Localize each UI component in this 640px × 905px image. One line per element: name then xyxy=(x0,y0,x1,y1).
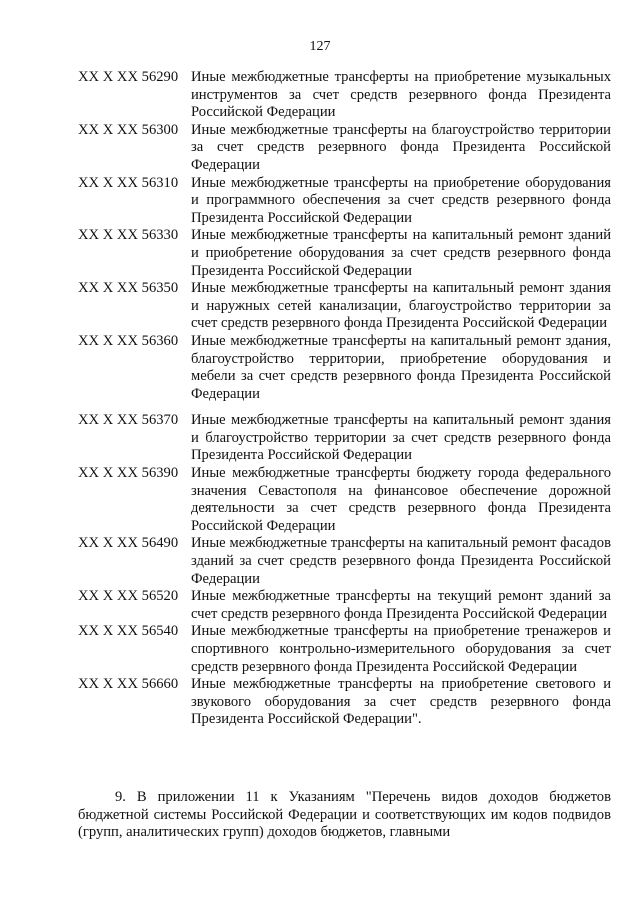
entry-description: Иные межбюджетные трансферты на капитальный ремонт здания и наружных сетей канализации, благоустройство территории за счет средств резервного фонда Президента Российской Федерации xyxy=(191,280,611,332)
entry-code: XX X XX 56660 xyxy=(78,676,179,693)
entry-description: Иные межбюджетные трансферты на капитальный ремонт фасадов зданий за счет средств резервного фонда Президента Российской Федерации xyxy=(191,535,611,587)
budget-code-entry xyxy=(78,227,611,280)
budget-code-list xyxy=(78,69,611,729)
entry-code: XX X XX 56540 xyxy=(78,623,179,640)
entry-code: XX X XX 56300 xyxy=(78,121,179,138)
entry-description: Иные межбюджетные трансферты на капитальный ремонт здания, благоустройство территории, приобретение оборудования и мебели за счет средств резервного фонда Президента Российской Федерации xyxy=(191,332,611,402)
entry-description: Иные межбюджетные трансферты на капитальный ремонт здания и благоустройство территории за счет средств резервного фонда Президента Российской Федерации xyxy=(191,412,611,464)
budget-code-entry xyxy=(78,535,611,588)
budget-code-entry xyxy=(78,623,611,676)
entry-code: XX X XX 56350 xyxy=(78,280,179,297)
budget-code-entry xyxy=(78,465,611,535)
budget-code-entry xyxy=(78,676,611,729)
entry-code: XX X XX 56330 xyxy=(78,227,179,244)
entry-code: XX X XX 56520 xyxy=(78,588,179,605)
budget-code-entry xyxy=(78,588,611,623)
entry-description: Иные межбюджетные трансферты бюджету города федерального значения Севастополя на финансовое обеспечение дорожной деятельности за счет средств резервного фонда Президента Российской Федерации xyxy=(191,465,611,534)
entry-description: Иные межбюджетные трансферты на приобретение светового и звукового оборудования за счет средств резервного фонда Президента Российской Федерации". xyxy=(191,676,611,728)
budget-code-entry xyxy=(78,69,611,122)
entry-code: XX X XX 56290 xyxy=(78,69,179,85)
entry-description: Иные межбюджетные трансферты на текущий ремонт зданий за счет средств резервного фонда Президента Российской Федерации xyxy=(191,588,611,622)
entry-code: XX X XX 56310 xyxy=(78,174,179,191)
entry-description: Иные межбюджетные трансферты на благоустройство территории за счет средств резервного фонда Президента Российской Федерации xyxy=(191,121,611,173)
budget-code-entry xyxy=(78,122,611,175)
entry-description: Иные межбюджетные трансферты на приобретение тренажеров и спортивного контрольно-измерительного оборудования за счет средств резервного фонда Президента Российской Федерации xyxy=(191,623,611,675)
entry-description: Иные межбюджетные трансферты на приобретение музыкальных инструментов за счет средств резервного фонда Президента Российской Федерации xyxy=(191,69,611,121)
body-paragraph: 9. В приложении 11 к Указаниям "Перечень видов доходов бюджетов бюджетной системы Российской Федерации и соответствующих им кодов подвидов (групп, аналитических групп) доходов бюджетов, главными xyxy=(78,789,611,841)
entry-code: XX X XX 56370 xyxy=(78,412,179,429)
entry-description: Иные межбюджетные трансферты на приобретение оборудования и программного обеспечения за счет средств резервного фонда Президента Российской Федерации xyxy=(191,174,611,226)
entry-code: XX X XX 56390 xyxy=(78,465,179,482)
budget-code-entry xyxy=(78,333,611,403)
budget-code-entry xyxy=(78,175,611,228)
entry-code: XX X XX 56360 xyxy=(78,332,179,349)
budget-code-entry xyxy=(78,280,611,333)
budget-code-entry xyxy=(78,412,611,465)
page-number: 127 xyxy=(309,39,331,54)
entry-code: XX X XX 56490 xyxy=(78,535,179,552)
entry-description: Иные межбюджетные трансферты на капитальный ремонт зданий и приобретение оборудования за счет средств резервного фонда Президента Российской Федерации xyxy=(191,227,611,279)
